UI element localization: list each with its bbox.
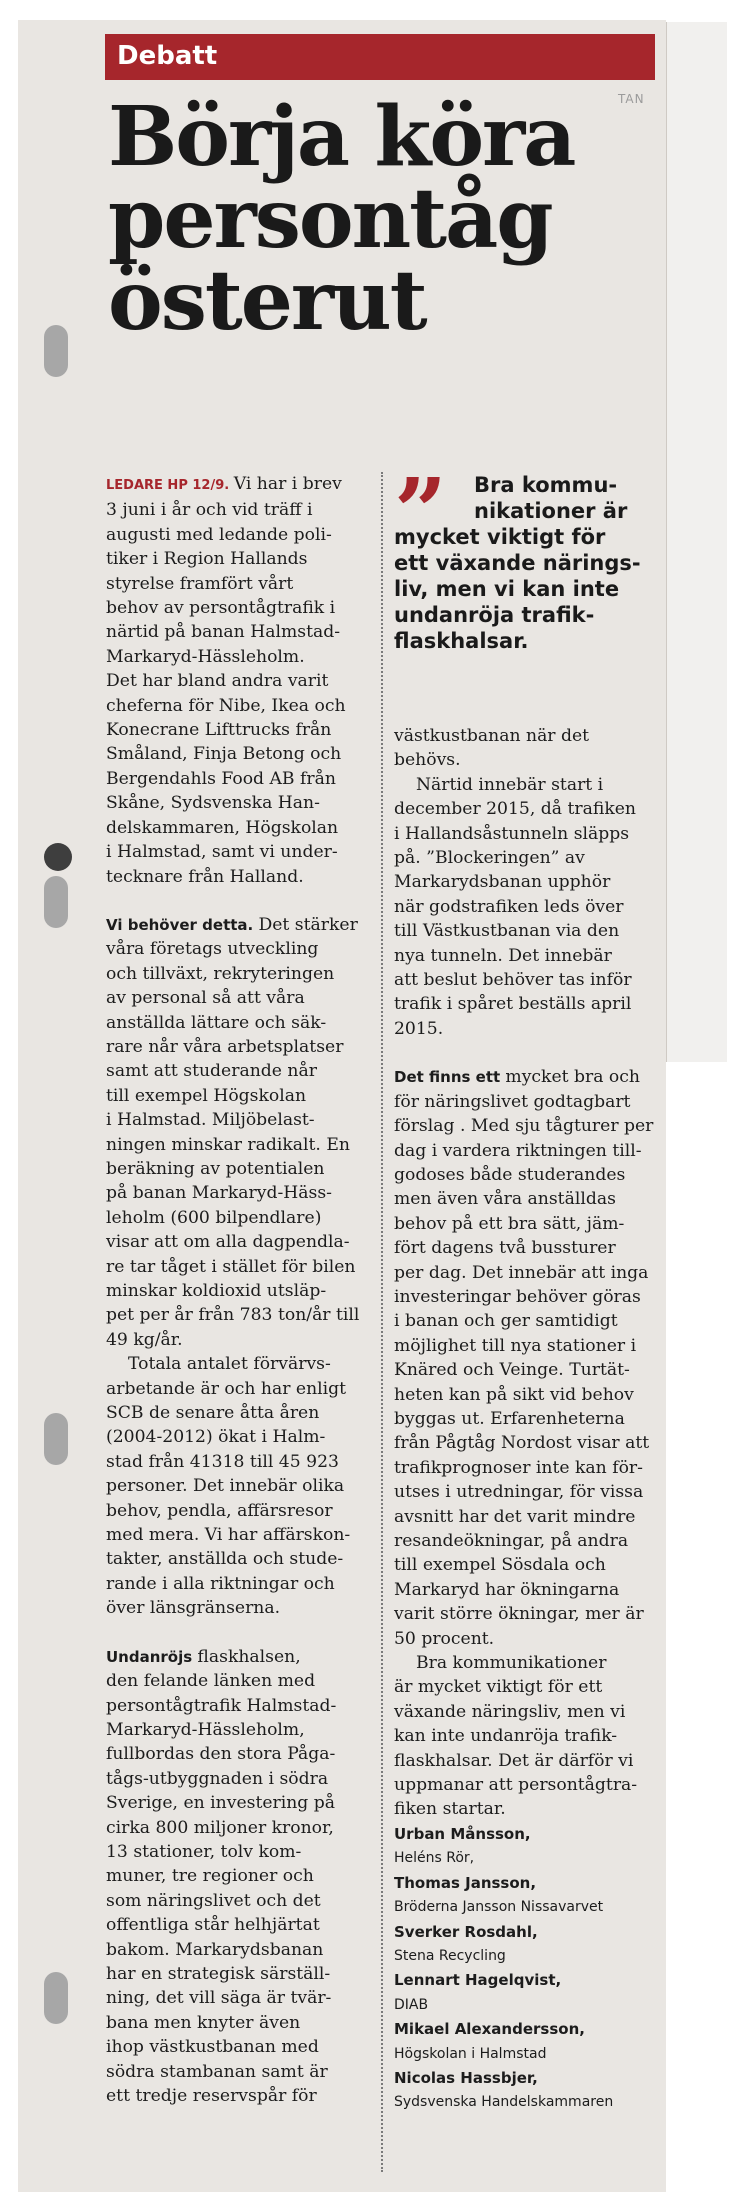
text-line: behov på ett bra sätt, jäm- — [394, 1213, 625, 1234]
text-line: styrelse framfört vårt — [106, 573, 294, 594]
text-line: våra företags utveckling — [106, 939, 319, 960]
text-line: SCB de senare åtta åren — [106, 1403, 320, 1424]
text-line: resandeökningar, på andra — [394, 1531, 629, 1551]
text-line: södra stambanan samt är — [106, 2061, 328, 2082]
headline — [108, 89, 668, 349]
text-line: byggas ut. Erfarenheterna — [394, 1408, 625, 1429]
paragraph — [394, 773, 664, 1041]
paragraph-lead: Det finns ett — [394, 1068, 506, 1087]
text-line: Vi har i brev — [233, 474, 342, 494]
punch-hole — [44, 1972, 68, 2024]
text-line: ett tredje reservspår för — [106, 2086, 317, 2106]
pull-quote-line: undanröja trafik- — [394, 603, 595, 627]
text-line: fiken startar. — [394, 1799, 506, 1820]
paragraph-lead: Undanröjs — [106, 1647, 198, 1666]
article-left-column — [106, 472, 366, 2108]
punch-hole — [44, 876, 68, 928]
text-line: cheferna för Nibe, Ikea och — [106, 695, 346, 716]
adjacent-page-strip — [666, 22, 727, 1062]
text-line: 50 procent. — [394, 1628, 495, 1649]
text-line: som näringslivet och det — [106, 1890, 321, 1911]
pull-quote-line: Bra kommu- — [474, 473, 618, 497]
headline-line: persontåg — [108, 171, 552, 267]
text-line: Markaryd-Hässleholm, — [106, 1719, 305, 1740]
text-line: men även våra anställdas — [394, 1189, 616, 1210]
text-line: till exempel Högskolan — [106, 1085, 307, 1106]
pull-quote-line: mycket viktigt för — [394, 525, 606, 549]
section-label: Debatt — [117, 41, 218, 71]
text-line: flaskhalsen, — [197, 1646, 301, 1667]
text-line: flaskhalsar. Det är därför vi — [394, 1750, 634, 1771]
text-line: visar att om alla dagpendla- — [106, 1232, 350, 1253]
text-line: persontågtrafik Halmstad- — [106, 1695, 337, 1716]
punch-hole — [44, 325, 68, 377]
paragraph — [106, 1645, 366, 2109]
text-line: rande i alla riktningar och — [106, 1573, 335, 1594]
text-line: till Västkustbanan via den — [394, 921, 620, 942]
signature-name: Thomas Jansson, — [394, 1873, 537, 1892]
signature-organization: Bröderna Jansson Nissavarvet — [394, 1899, 604, 1916]
text-line: Totala antalet förvärvs- — [128, 1354, 331, 1375]
text-line: i Halmstad. Miljöbelast- — [106, 1110, 315, 1131]
text-line: kan inte undanröja trafik- — [394, 1726, 618, 1747]
text-line: behov av persontågtrafik i — [106, 598, 336, 619]
text-line: muner, tre regioner och — [106, 1866, 314, 1887]
quote-mark-icon: ” — [394, 458, 447, 566]
text-line: avsnitt har det varit mindre — [394, 1506, 636, 1527]
text-line: pet per år från 783 ton/år till — [106, 1305, 360, 1326]
pull-quote-line: ett växande närings- — [394, 551, 641, 575]
text-line: leholm (600 bilpendlare) — [106, 1207, 322, 1228]
text-line: rare når våra arbetsplatser — [106, 1036, 344, 1057]
text-line: 49 kg/år. — [106, 1329, 183, 1350]
signature-name: Mikael Alexandersson, — [394, 2020, 585, 2039]
paragraph — [394, 1651, 664, 1822]
text-line: i Hallandsåstunneln släpps — [394, 823, 630, 844]
text-line: tågs-utbyggnaden i södra — [106, 1768, 329, 1789]
text-line: fört dagens två bussturer — [394, 1238, 616, 1259]
text-line: ningen minskar radikalt. En — [106, 1134, 350, 1155]
column-divider — [381, 472, 383, 2172]
text-line: delskammaren, Högskolan — [106, 817, 339, 838]
text-line: bana men knyter även — [106, 2012, 301, 2033]
paragraph — [106, 913, 366, 1352]
signature-name: Sverker Rosdahl, — [394, 1922, 538, 1941]
text-line: för näringslivet godtagbart — [394, 1091, 631, 1112]
headline-line: Börja köra — [108, 89, 575, 185]
text-line: Knäred och Veinge. Turtät- — [394, 1360, 630, 1381]
text-line: Skåne, Sydsvenska Han- — [106, 793, 320, 814]
text-line: arbetande är och har enligt — [106, 1378, 347, 1399]
text-line: på. ”Blockeringen” av — [394, 848, 585, 869]
text-line: anställda lättare och säk- — [106, 1012, 327, 1033]
text-line: Markaryd har ökningarna — [394, 1579, 620, 1600]
text-line: närtid på banan Halmstad- — [106, 622, 341, 643]
signature-organization: DIAB — [394, 1996, 429, 2013]
text-line: dag i vardera riktningen till- — [394, 1140, 642, 1161]
text-line: uppmanar att persontågtra- — [394, 1775, 638, 1796]
text-line: per dag. Det innebär att inga — [394, 1262, 649, 1283]
text-line: 3 juni i år och vid träff i — [106, 500, 313, 521]
text-line: tiker i Region Hallands — [106, 549, 308, 570]
text-line: re tar tåget i stället för bilen — [106, 1256, 356, 1277]
text-line: när godstrafiken leds över — [394, 896, 624, 917]
text-line: att beslut behöver tas inför — [394, 970, 632, 991]
text-line: 2015. — [394, 1018, 444, 1039]
text-line: växande näringsliv, men vi — [394, 1701, 626, 1722]
text-line: västkustbanan när det — [394, 726, 590, 746]
pull-quote — [394, 458, 664, 654]
pull-quote-line: nikationer är — [474, 499, 628, 523]
text-line: godoses både studerandes — [394, 1164, 626, 1185]
text-line: förslag . Med sju tågturer per — [394, 1116, 654, 1137]
text-line: trafik i spåret beställs april — [394, 994, 632, 1015]
text-line: 13 stationer, tolv kom- — [106, 1841, 302, 1862]
text-line: Småland, Finja Betong och — [106, 744, 342, 765]
text-line: december 2015, då trafiken — [394, 799, 636, 820]
headline-line: österut — [108, 253, 426, 349]
text-line: av personal så att våra — [106, 988, 305, 1009]
paragraph-lead: LEDARE HP 12/9. — [106, 478, 234, 493]
signature-organization: Sydsvenska Handelskammaren — [394, 2094, 614, 2111]
paragraph-gap — [106, 889, 366, 913]
paragraph — [394, 724, 664, 773]
text-line: cirka 800 miljoner kronor, — [106, 1817, 334, 1838]
text-line: möjlighet till nya stationer i — [394, 1335, 637, 1356]
text-line: på banan Markaryd-Häss- — [106, 1183, 332, 1204]
signature-name: Urban Månsson, — [394, 1824, 531, 1843]
text-line: utses i utredningar, för vissa — [394, 1482, 644, 1503]
text-line: till exempel Sösdala och — [394, 1555, 606, 1576]
text-line: den felande länken med — [106, 1671, 316, 1692]
text-line: med mera. Vi har affärskon- — [106, 1525, 351, 1546]
text-line: och tillväxt, rekryteringen — [106, 963, 335, 984]
paragraph-lead: Vi behöver detta. — [106, 915, 259, 934]
article-right-column — [394, 724, 664, 2115]
text-line: Närtid innebär start i — [416, 774, 604, 795]
text-line: Sverige, en investering på — [106, 1793, 336, 1814]
text-line: Markaryd-Hässleholm. — [106, 646, 305, 667]
text-line: behövs. — [394, 750, 461, 771]
pull-quote-line: liv, men vi kan inte — [394, 577, 620, 601]
section-banner — [105, 34, 655, 80]
paragraph-gap — [106, 1621, 366, 1645]
text-line: investeringar behöver göras — [394, 1286, 641, 1307]
signature-organization: Högskolan i Halmstad — [394, 2045, 547, 2062]
text-line: Bergendahls Food AB från — [106, 768, 336, 789]
text-line: mycket bra och — [505, 1067, 640, 1088]
text-line: från Pågtåg Nordost visar att — [394, 1433, 650, 1454]
text-line: Bra kommunikationer — [416, 1653, 607, 1674]
text-line: beräkning av potentialen — [106, 1158, 325, 1179]
text-line: i Halmstad, samt vi under- — [106, 842, 338, 863]
text-line: ning, det vill säga är tvär- — [106, 1988, 332, 2009]
signature-name: Nicolas Hassbjer, — [394, 2068, 538, 2087]
text-line: personer. Det innebär olika — [106, 1476, 345, 1497]
text-line: takter, anställda och stude- — [106, 1549, 344, 1570]
paragraph — [106, 1352, 366, 1620]
text-line: trafikprognoser inte kan för- — [394, 1457, 643, 1478]
text-line: bakom. Markarydsbanan — [106, 1939, 324, 1960]
text-line: ihop västkustbanan med — [106, 2037, 319, 2058]
text-line: behov, pendla, affärsresor — [106, 1500, 333, 1521]
text-line: augusti med ledande poli- — [106, 524, 332, 545]
punch-hole — [44, 843, 72, 871]
text-line: Det stärker — [258, 914, 358, 935]
text-line: minskar koldioxid utsläp- — [106, 1281, 327, 1301]
signature-organization: Stena Recycling — [394, 1947, 506, 1964]
text-line: Det har bland andra varit — [106, 671, 329, 692]
text-line: är mycket viktigt för ett — [394, 1677, 603, 1698]
signature-organization: Heléns Rör, — [394, 1850, 475, 1867]
byline-mark: TAN — [618, 92, 645, 106]
text-line: Konecrane Lifttrucks från — [106, 720, 332, 741]
paragraph-gap — [394, 1041, 664, 1065]
signature-name: Lennart Hagelqvist, — [394, 1971, 562, 1990]
text-line: över länsgränserna. — [106, 1598, 281, 1619]
paragraph — [394, 1065, 664, 1651]
text-line: offentliga står helhjärtat — [106, 1915, 320, 1936]
text-line: fullbordas den stora Påga- — [106, 1744, 336, 1765]
text-line: samt att studerande når — [106, 1061, 317, 1082]
paragraph — [106, 472, 366, 889]
text-line: i banan och ger samtidigt — [394, 1311, 618, 1332]
text-line: Markarydsbanan upphör — [394, 872, 611, 893]
text-line: har en strategisk särställ- — [106, 1963, 331, 1984]
pull-quote-line: flaskhalsar. — [394, 629, 529, 653]
punch-hole — [44, 1413, 68, 1465]
text-line: (2004-2012) ökat i Halm- — [106, 1427, 326, 1448]
text-line: varit större ökningar, mer är — [394, 1604, 644, 1625]
text-line: stad från 41318 till 45 923 — [106, 1451, 339, 1472]
text-line: nya tunneln. Det innebär — [394, 945, 612, 966]
text-line: tecknare från Halland. — [106, 866, 304, 887]
text-line: heten kan på sikt vid behov — [394, 1384, 634, 1405]
